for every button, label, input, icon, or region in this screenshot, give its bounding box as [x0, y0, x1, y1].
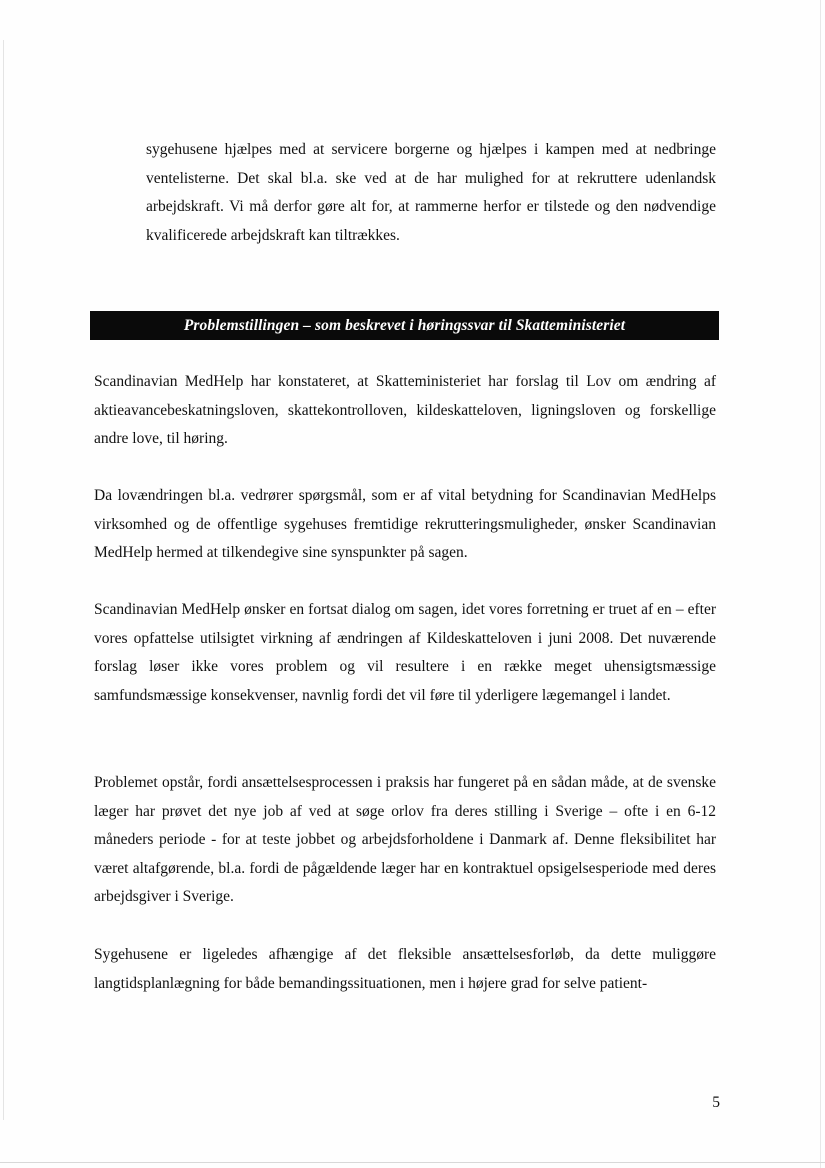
page-number: 5 [712, 1094, 720, 1111]
section-heading: Problemstillingen – som beskrevet i høringssvar til Skatteministeriet [90, 311, 719, 340]
scan-edge-left [3, 40, 4, 1120]
body-paragraph-2: Da lovændringen bl.a. vedrører spørgsmål, som er af vital betydning for Scandinavian MedHelps virksomhed og de offentlige sygehuses fremtidige rekrutteringsmuligheder, ønsker Scandinavian MedHelp hermed at tilkendegive sine synspunkter på sagen. [94, 487, 716, 562]
body-paragraph-4: Problemet opstår, fordi ansættelsesprocessen i praksis har fungeret på en sådan måde, at de svenske læger har prøvet det nye job af ved at søge orlov fra deres stilling i Sverige – ofte i en 6-12 måneders periode - for at teste jobbet og arbejdsforholdene i Danmark af. Denne fleksibilitet har været altafgørende, bl.a. fordi de pågældende læger har en kontraktuel opsigelsesperiode med deres arbejdsgiver i Sverige. [94, 774, 716, 906]
body-paragraph-5: Sygehusene er ligeledes afhængige af det fleksible ansættelsesforløb, da dette muliggøre langtidsplanlægning for både bemandingssituationen, men i højere grad for selve patient- [94, 946, 716, 992]
intro-paragraph: sygehusene hjælpes med at servicere borgerne og hjælpes i kampen med at nedbringe ventelisterne. Det skal bl.a. ske ved at de har mulighed for at rekruttere udenlandsk arbejdskraft. Vi må derfor gøre alt for, at rammerne herfor er tilstede og den nødvendige kvalificerede arbejdskraft kan tiltrækkes. [146, 141, 716, 244]
scan-edge-right [820, 0, 821, 1168]
body-paragraph-3: Scandinavian MedHelp ønsker en fortsat dialog om sagen, idet vores forretning er truet af en – efter vores opfattelse utilsigtet virkning af ændringen af Kildeskatteloven i juni 2008. Det nuværende forslag løser ikke vores problem og vil resultere i en række meget uhensigtsmæssige samfundsmæssige konsekvenser, navnlig fordi det vil føre til yderligere lægemangel i landet. [94, 601, 716, 704]
body-paragraph-1: Scandinavian MedHelp har konstateret, at Skatteministeriet har forslag til Lov om ændring af aktieavancebeskatningsloven, skattekontrolloven, kildeskatteloven, ligningsloven og forskellige andre love, til høring. [94, 373, 716, 448]
scan-edge-bottom [0, 1162, 825, 1163]
